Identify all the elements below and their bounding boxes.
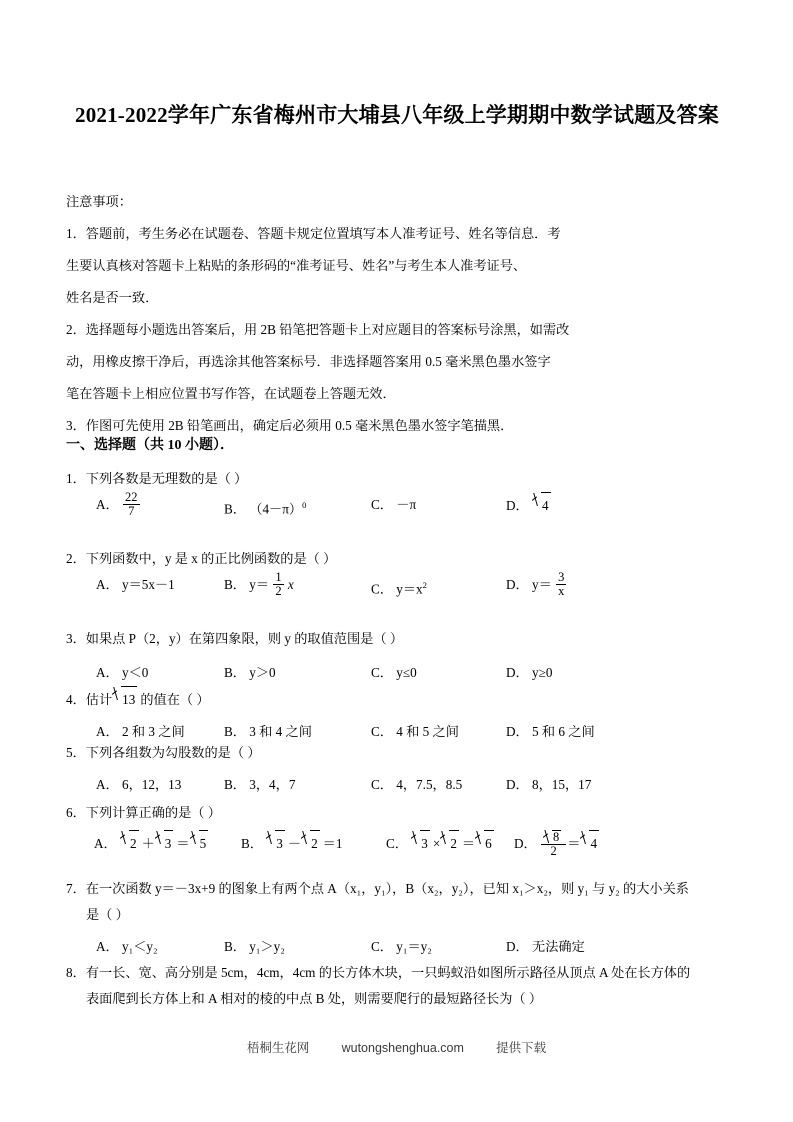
question-6-number: 6． <box>66 805 86 820</box>
question-1-stem <box>66 466 740 492</box>
question-6-stem-text: 下列计算正确的是（ ） <box>85 805 221 820</box>
fraction-1-2: $\frac{1}{2}$ <box>275 570 282 599</box>
question-7-stem-line2: 是（ ） <box>86 907 129 922</box>
question-6-options <box>66 830 740 876</box>
question-3 <box>66 626 740 686</box>
question-2-option-b[interactable]: B． y＝ $\frac{1}{2}$ x <box>224 570 294 599</box>
question-7-option-b[interactable]: B． y₁＞y₂ <box>224 939 285 954</box>
notes-item: 1．答题前，考生务必在试题卷、答题卡规定位置填写本人准考证号、姓名等信息．考 <box>66 226 561 241</box>
question-6-stem <box>66 800 740 826</box>
question-1-option-c[interactable]: C． －π <box>371 497 417 512</box>
radical-icon: 3 <box>155 830 176 857</box>
question-5-stem <box>66 740 740 766</box>
question-6-option-b[interactable]: B． 3 － 2 ＝1 <box>241 830 342 857</box>
radical-icon: 8 <box>543 830 563 844</box>
question-5-option-d[interactable]: D． 8，15，17 <box>506 777 592 792</box>
question-2-option-c[interactable]: C． $y=x^2$ <box>371 580 427 597</box>
question-6-option-d[interactable]: D． $\frac{8}{2}$ ＝ 4 <box>514 830 602 859</box>
question-5 <box>66 740 740 798</box>
question-1-number: 1． <box>66 471 86 486</box>
question-3-option-d[interactable]: D． y≥0 <box>506 665 553 680</box>
page-title: 2021-2022学年广东省梅州市大埔县八年级上学期期中数学试题及答案 <box>75 103 719 127</box>
question-5-options <box>66 772 740 798</box>
notes-heading: 注意事项： <box>66 194 132 209</box>
exponent: 0 <box>302 500 307 510</box>
question-6 <box>66 800 740 876</box>
radical-icon: 3 <box>411 830 432 857</box>
question-3-number: 3． <box>66 631 86 646</box>
radical-icon: 6 <box>475 830 496 857</box>
question-1-options <box>66 492 740 538</box>
question-5-number: 5． <box>66 745 86 760</box>
radical-icon: 2 <box>440 830 461 857</box>
question-7-option-d[interactable]: D． 无法确定 <box>506 939 585 954</box>
question-6-option-a[interactable]: A． 2 ＋ 3 ＝ 5 <box>94 830 211 857</box>
question-1 <box>66 466 740 538</box>
question-2 <box>66 546 740 618</box>
question-5-option-b[interactable]: B． 3，4，7 <box>224 777 296 792</box>
question-4-option-d[interactable]: D． 5 和 6 之间 <box>506 724 595 739</box>
question-4-option-a[interactable]: A． 2 和 3 之间 <box>96 724 185 739</box>
question-2-stem-text: 下列函数中，y 是 x 的正比例函数的是（ ） <box>85 551 337 566</box>
question-4-number: 4． <box>66 692 86 707</box>
footer-site-url: wutongshenghua.com <box>341 1041 464 1055</box>
question-1-stem-text: 下列各数是无理数的是（ ） <box>85 471 248 486</box>
section-heading-choice: 一、选择题（共 10 小题）． <box>66 438 234 453</box>
question-7-options <box>66 934 740 960</box>
question-7-number: 7． <box>66 881 86 896</box>
radical-icon: 4 <box>580 830 601 857</box>
notes-item: 生要认真核对答题卡上粘贴的条形码的“准考证号、姓名”与考生本人准考证号、 <box>66 258 527 273</box>
radical-icon: 2 <box>301 830 322 857</box>
radical-icon: 2 <box>120 830 141 857</box>
question-8 <box>66 960 740 1012</box>
question-6-option-c[interactable]: C． 3 × 2 ＝ 6 <box>386 830 497 857</box>
question-2-options <box>66 572 740 618</box>
question-8-stem-line2: 表面爬到长方体上和 A 相对的棱的中点 B 处，则需要爬行的最短路径长为（ ） <box>86 991 543 1006</box>
question-3-option-a[interactable]: A． y＜0 <box>96 665 149 680</box>
notes-item: 动，用橡皮擦干净后，再选涂其他答案标号．非选择题答案用 0.5 毫米黑色墨水签字 <box>66 354 551 369</box>
footer-site-name: 梧桐生花网 <box>246 1041 310 1055</box>
question-7-stem <box>66 876 740 902</box>
question-5-option-c[interactable]: C． 4，7.5，8.5 <box>371 777 463 792</box>
question-3-option-b[interactable]: B． y＞0 <box>224 665 276 680</box>
question-4-option-b[interactable]: B． 3 和 4 之间 <box>224 724 312 739</box>
footer <box>0 1038 793 1056</box>
fraction-22-7: $\frac{22}{7}$ <box>125 490 138 519</box>
question-3-options <box>66 660 740 686</box>
question-3-stem <box>66 626 740 652</box>
question-8-number: 8． <box>66 965 86 980</box>
question-2-option-a[interactable]: A． y＝5x－1 <box>96 577 175 592</box>
question-2-stem <box>66 546 740 572</box>
radical-icon: 5 <box>190 830 211 857</box>
question-5-stem-text: 下列各组数为勾股数的是（ ） <box>85 745 261 760</box>
question-5-option-a[interactable]: A． 6，12，13 <box>96 777 182 792</box>
exam-notes <box>66 186 732 442</box>
fraction-sqrt8-2: $\frac{8}{2}$ <box>541 830 566 858</box>
question-2-option-d[interactable]: D． y＝ $\frac{3}{x}$ <box>506 570 565 599</box>
exponent: 2 <box>422 580 427 590</box>
footer-action: 提供下载 <box>496 1041 547 1055</box>
question-7-option-c[interactable]: C． y₁＝y₂ <box>371 939 432 954</box>
notes-item: 2．选择题每小题选出答案后，用 2B 铅笔把答题卡上对应题目的答案标号涂黑，如需改 <box>66 322 570 337</box>
question-8-stem <box>66 960 740 986</box>
question-7-stem-text: 在一次函数 y＝－3x+9 的图象上有两个点 A（x₁，y₁），B（x₂，y₂），已知 x₁＞x₂，则 y₁ 与 y₂ 的大小关系 <box>85 881 689 896</box>
question-1-option-b[interactable]: B． $(4-\pi)^0$ <box>224 500 307 517</box>
question-4-stem: 4．估计 13 的值在（ ） <box>66 686 740 713</box>
question-3-option-c[interactable]: C． y≤0 <box>371 665 417 680</box>
radical-icon: 4 <box>532 492 553 519</box>
question-8-stem-text: 有一长、宽、高分别是 5cm，4cm，4cm 的长方体木块，一只蚂蚁沿如图所示路径从顶点 A 处在长方体的 <box>85 965 691 980</box>
question-4-option-c[interactable]: C． 4 和 5 之间 <box>371 724 459 739</box>
notes-item: 3．作图可先使用 2B 铅笔画出，确定后必须用 0.5 毫米黑色墨水签字笔描黑． <box>66 418 514 433</box>
fraction-3-x: $\frac{3}{x}$ <box>558 570 565 599</box>
question-1-option-a[interactable]: A． $\frac{22}{7}$ <box>96 490 138 519</box>
radical-icon: 13 <box>112 686 139 713</box>
question-4 <box>66 686 740 745</box>
question-3-stem-text: 如果点 P（2，y）在第四象限，则 y 的取值范围是（ ） <box>85 631 404 646</box>
question-7-option-a[interactable]: A． y₁＜y₂ <box>96 939 158 954</box>
question-7 <box>66 876 740 960</box>
radical-icon: 3 <box>266 830 287 857</box>
notes-item: 姓名是否一致． <box>66 290 159 305</box>
notes-item: 笔在答题卡上相应位置书写作答，在试题卷上答题无效． <box>66 386 396 401</box>
question-1-option-d[interactable]: D． 4 <box>506 492 554 519</box>
question-2-number: 2． <box>66 551 86 566</box>
